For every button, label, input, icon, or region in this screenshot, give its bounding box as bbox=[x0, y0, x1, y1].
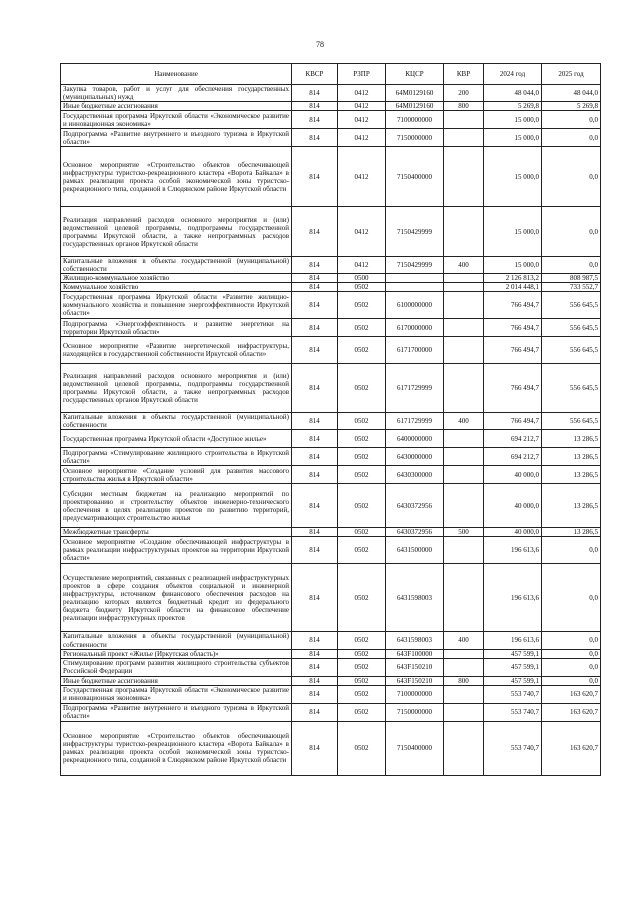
cell-2024: 40 000,0 bbox=[484, 466, 542, 484]
cell-2024: 48 044,0 bbox=[484, 85, 542, 102]
cell-2024: 40 000,0 bbox=[484, 528, 542, 537]
cell-rzpr: 0502 bbox=[338, 537, 386, 564]
cell-kcsr: 6100000000 bbox=[386, 292, 444, 319]
cell-kvsr: 814 bbox=[292, 337, 338, 364]
cell-2025: 163 620,7 bbox=[542, 685, 601, 703]
cell-rzpr: 0412 bbox=[338, 85, 386, 102]
cell-name: Субсидии местным бюджетам на реализацию мероприятий по проектированию и строительству объектов инженерно-технического обеспечения в целях реализации проектов по развитию территорий, предусматривающих строительство жилья bbox=[61, 484, 292, 528]
cell-rzpr: 0412 bbox=[338, 207, 386, 257]
cell-name: Основное мероприятие «Развитие энергетической инфраструктуры, находящейся в государственной собственности Иркутской области» bbox=[61, 337, 292, 364]
cell-kvr bbox=[444, 292, 484, 319]
cell-rzpr: 0502 bbox=[338, 283, 386, 292]
cell-name: Основное мероприятие «Создание обеспечивающей инфраструктуры в рамках реализации инфраструктурных проектов на территории Иркутской области» bbox=[61, 537, 292, 564]
cell-kvr bbox=[444, 703, 484, 721]
cell-kvsr: 814 bbox=[292, 528, 338, 537]
cell-2024: 196 613,6 bbox=[484, 564, 542, 632]
cell-name: Закупка товаров, работ и услуг для обеспечения государственных (муниципальных) нужд bbox=[61, 85, 292, 102]
cell-kvr bbox=[444, 658, 484, 676]
cell-kvr bbox=[444, 274, 484, 283]
cell-2025: 556 645,5 bbox=[542, 319, 601, 337]
cell-kcsr: 7150000000 bbox=[386, 129, 444, 147]
header-kcsr: КЦСР bbox=[386, 64, 444, 85]
cell-kvsr: 814 bbox=[292, 649, 338, 658]
cell-2025: 556 645,5 bbox=[542, 292, 601, 319]
cell-name: Капитальные вложения в объекты государственной (муниципальной) собственности bbox=[61, 257, 292, 274]
cell-kcsr: 64М0129160 bbox=[386, 102, 444, 111]
table-row bbox=[61, 685, 601, 703]
cell-kvr bbox=[444, 564, 484, 632]
cell-rzpr: 0502 bbox=[338, 528, 386, 537]
cell-2025: 0,0 bbox=[542, 632, 601, 649]
cell-kvr: 400 bbox=[444, 632, 484, 649]
cell-kvr bbox=[444, 337, 484, 364]
cell-kcsr: 7150429999 bbox=[386, 257, 444, 274]
cell-2025: 0,0 bbox=[542, 147, 601, 207]
cell-kvsr: 814 bbox=[292, 85, 338, 102]
cell-2025: 0,0 bbox=[542, 207, 601, 257]
cell-rzpr: 0502 bbox=[338, 676, 386, 685]
table-row bbox=[61, 658, 601, 676]
cell-2025: 556 645,5 bbox=[542, 413, 601, 430]
cell-name: Иные бюджетные ассигнования bbox=[61, 676, 292, 685]
cell-rzpr: 0502 bbox=[338, 685, 386, 703]
table-row bbox=[61, 147, 601, 207]
table-row bbox=[61, 337, 601, 364]
table-row bbox=[61, 448, 601, 466]
cell-2024: 2 126 813,2 bbox=[484, 274, 542, 283]
table-row bbox=[61, 85, 601, 102]
header-2025: 2025 год bbox=[542, 64, 601, 85]
table-row bbox=[61, 703, 601, 721]
cell-rzpr: 0502 bbox=[338, 721, 386, 775]
table-row bbox=[61, 676, 601, 685]
cell-name: Подпрограмма «Развитие внутреннего и въездного туризма в Иркутской области» bbox=[61, 129, 292, 147]
header-kvsr: КВСР bbox=[292, 64, 338, 85]
cell-name: Региональный проект «Жилье (Иркутская область)» bbox=[61, 649, 292, 658]
cell-kvr bbox=[444, 283, 484, 292]
table-row bbox=[61, 564, 601, 632]
cell-kvsr: 814 bbox=[292, 658, 338, 676]
cell-rzpr: 0412 bbox=[338, 111, 386, 129]
cell-2025: 0,0 bbox=[542, 537, 601, 564]
cell-kvsr: 814 bbox=[292, 564, 338, 632]
cell-kvr bbox=[444, 649, 484, 658]
cell-rzpr: 0502 bbox=[338, 658, 386, 676]
cell-kvr: 200 bbox=[444, 85, 484, 102]
table-row bbox=[61, 466, 601, 484]
cell-2025: 48 044,0 bbox=[542, 85, 601, 102]
table-row bbox=[61, 207, 601, 257]
cell-kcsr bbox=[386, 283, 444, 292]
cell-kvsr: 814 bbox=[292, 364, 338, 413]
cell-kvsr: 814 bbox=[292, 632, 338, 649]
cell-kvr bbox=[444, 685, 484, 703]
cell-kcsr: 6430300000 bbox=[386, 466, 444, 484]
cell-kcsr bbox=[386, 274, 444, 283]
header-name: Наименование bbox=[61, 64, 292, 85]
cell-kvsr: 814 bbox=[292, 283, 338, 292]
cell-kcsr: 64М0129160 bbox=[386, 85, 444, 102]
cell-2025: 733 552,7 bbox=[542, 283, 601, 292]
table-row bbox=[61, 257, 601, 274]
cell-kcsr: 6431598003 bbox=[386, 632, 444, 649]
table-row bbox=[61, 292, 601, 319]
cell-kvsr: 814 bbox=[292, 111, 338, 129]
cell-kvsr: 814 bbox=[292, 466, 338, 484]
cell-kcsr: 7150429999 bbox=[386, 207, 444, 257]
cell-name: Коммунальное хозяйство bbox=[61, 283, 292, 292]
cell-name: Осуществление мероприятий, связанных с реализацией инфраструктурных проектов в сфере создания объектов социальной и инженерной инфраструктуры, источником финансового обеспечения расходов на реализацию которых является бюджетный кредит из федерального бюджета бюджету Иркутской области на финансовое обеспечение реализации инфраструктурных проектов bbox=[61, 564, 292, 632]
cell-kvr: 400 bbox=[444, 413, 484, 430]
cell-name: Основное мероприятие «Строительство объектов обеспечивающей инфраструктуры туристско-рекреационного кластера «Ворота Байкала» в рамках реализации проекта особой экономической зоны туристско-рекреационного типа, созданной в Слюдянском районе Иркутской области bbox=[61, 721, 292, 775]
cell-rzpr: 0502 bbox=[338, 632, 386, 649]
cell-kvsr: 814 bbox=[292, 274, 338, 283]
cell-2024: 766 494,7 bbox=[484, 292, 542, 319]
cell-2025: 13 286,5 bbox=[542, 466, 601, 484]
cell-kvr: 500 bbox=[444, 528, 484, 537]
cell-kvr bbox=[444, 537, 484, 564]
header-rzpr: РЗПР bbox=[338, 64, 386, 85]
page-number: 78 bbox=[316, 40, 324, 49]
budget-table bbox=[60, 63, 601, 776]
cell-name: Основное мероприятие «Создание условий для развития массового строительства жилья в Иркутской области» bbox=[61, 466, 292, 484]
cell-2025: 0,0 bbox=[542, 676, 601, 685]
cell-kcsr: 6171729999 bbox=[386, 413, 444, 430]
cell-name: Подпрограмма «Стимулирование жилищного строительства в Иркутской области» bbox=[61, 448, 292, 466]
cell-name: Капитальные вложения в объекты государственной (муниципальной) собственности bbox=[61, 413, 292, 430]
cell-2025: 163 620,7 bbox=[542, 721, 601, 775]
cell-kvsr: 814 bbox=[292, 685, 338, 703]
cell-2025: 13 286,5 bbox=[542, 528, 601, 537]
cell-kvr bbox=[444, 319, 484, 337]
table-row bbox=[61, 430, 601, 448]
cell-kvr bbox=[444, 207, 484, 257]
cell-name: Жилищно-коммунальное хозяйство bbox=[61, 274, 292, 283]
cell-2024: 553 740,7 bbox=[484, 685, 542, 703]
table-row bbox=[61, 111, 601, 129]
cell-2024: 196 613,6 bbox=[484, 537, 542, 564]
cell-rzpr: 0412 bbox=[338, 129, 386, 147]
cell-2025: 0,0 bbox=[542, 129, 601, 147]
cell-kcsr: 6430372956 bbox=[386, 484, 444, 528]
cell-2024: 15 000,0 bbox=[484, 257, 542, 274]
cell-2024: 15 000,0 bbox=[484, 129, 542, 147]
cell-name: Иные бюджетные ассигнования bbox=[61, 102, 292, 111]
cell-kcsr: 6400000000 bbox=[386, 430, 444, 448]
cell-2024: 766 494,7 bbox=[484, 364, 542, 413]
cell-kvr bbox=[444, 484, 484, 528]
cell-kcsr: 643F100000 bbox=[386, 649, 444, 658]
table-row bbox=[61, 649, 601, 658]
cell-2024: 5 269,8 bbox=[484, 102, 542, 111]
cell-kcsr: 643F150210 bbox=[386, 658, 444, 676]
cell-kvr bbox=[444, 129, 484, 147]
table-row bbox=[61, 484, 601, 528]
table-row bbox=[61, 319, 601, 337]
cell-kcsr: 7150400000 bbox=[386, 147, 444, 207]
cell-kvsr: 814 bbox=[292, 676, 338, 685]
table-row bbox=[61, 129, 601, 147]
cell-2025: 13 286,5 bbox=[542, 484, 601, 528]
cell-kcsr: 643F150210 bbox=[386, 676, 444, 685]
cell-name: Государственная программа Иркутской области «Экономическое развитие и инновационная экономика» bbox=[61, 685, 292, 703]
cell-kcsr: 6430372956 bbox=[386, 528, 444, 537]
cell-kcsr: 6171700000 bbox=[386, 337, 444, 364]
table-row bbox=[61, 364, 601, 413]
cell-kvr bbox=[444, 111, 484, 129]
cell-rzpr: 0502 bbox=[338, 484, 386, 528]
cell-kcsr: 7150400000 bbox=[386, 721, 444, 775]
header-kvr: КВР bbox=[444, 64, 484, 85]
cell-rzpr: 0502 bbox=[338, 703, 386, 721]
cell-kvr bbox=[444, 430, 484, 448]
cell-2024: 2 014 448,1 bbox=[484, 283, 542, 292]
cell-kvsr: 814 bbox=[292, 721, 338, 775]
cell-kvsr: 814 bbox=[292, 129, 338, 147]
cell-kvr: 400 bbox=[444, 257, 484, 274]
cell-name: Государственная программа Иркутской области «Экономическое развитие и инновационная экономика» bbox=[61, 111, 292, 129]
cell-rzpr: 0502 bbox=[338, 292, 386, 319]
cell-2025: 13 286,5 bbox=[542, 448, 601, 466]
cell-kcsr: 7100000000 bbox=[386, 111, 444, 129]
cell-2025: 163 620,7 bbox=[542, 703, 601, 721]
cell-rzpr: 0502 bbox=[338, 649, 386, 658]
cell-rzpr: 0502 bbox=[338, 466, 386, 484]
cell-rzpr: 0502 bbox=[338, 448, 386, 466]
cell-2025: 0,0 bbox=[542, 649, 601, 658]
cell-2025: 0,0 bbox=[542, 564, 601, 632]
cell-name: Подпрограмма «Развитие внутреннего и въездного туризма в Иркутской области» bbox=[61, 703, 292, 721]
cell-kvsr: 814 bbox=[292, 537, 338, 564]
cell-kcsr: 6170000000 bbox=[386, 319, 444, 337]
cell-rzpr: 0412 bbox=[338, 147, 386, 207]
table-row bbox=[61, 102, 601, 111]
cell-kvr bbox=[444, 448, 484, 466]
cell-rzpr: 0502 bbox=[338, 564, 386, 632]
cell-2025: 556 645,5 bbox=[542, 337, 601, 364]
cell-name: Реализация направлений расходов основного мероприятия и (или) ведомственной целевой программы, подпрограммы государственной программы Иркутской области, а также непрограммных расходов государственных органов Иркутской области bbox=[61, 207, 292, 257]
cell-kcsr: 6431500000 bbox=[386, 537, 444, 564]
cell-2025: 0,0 bbox=[542, 658, 601, 676]
cell-2024: 553 740,7 bbox=[484, 703, 542, 721]
cell-2024: 15 000,0 bbox=[484, 147, 542, 207]
cell-kvsr: 814 bbox=[292, 147, 338, 207]
cell-2024: 694 212,7 bbox=[484, 430, 542, 448]
cell-rzpr: 0412 bbox=[338, 257, 386, 274]
cell-rzpr: 0502 bbox=[338, 430, 386, 448]
cell-2024: 15 000,0 bbox=[484, 207, 542, 257]
cell-rzpr: 0502 bbox=[338, 413, 386, 430]
cell-name: Реализация направлений расходов основного мероприятия и (или) ведомственной целевой программы, подпрограммы государственной программы Иркутской области, а также непрограммных расходов государственных органов Иркутской области bbox=[61, 364, 292, 413]
cell-kvr bbox=[444, 466, 484, 484]
cell-name: Стимулирование программ развития жилищного строительства субъектов Российской Федерации bbox=[61, 658, 292, 676]
cell-kvsr: 814 bbox=[292, 484, 338, 528]
cell-2025: 13 286,5 bbox=[542, 430, 601, 448]
cell-2024: 694 212,7 bbox=[484, 448, 542, 466]
cell-2024: 196 613,6 bbox=[484, 632, 542, 649]
cell-2025: 0,0 bbox=[542, 257, 601, 274]
cell-kvsr: 814 bbox=[292, 319, 338, 337]
cell-kvr bbox=[444, 364, 484, 413]
cell-2024: 40 000,0 bbox=[484, 484, 542, 528]
cell-rzpr: 0412 bbox=[338, 102, 386, 111]
table-row bbox=[61, 413, 601, 430]
cell-kvsr: 814 bbox=[292, 448, 338, 466]
cell-kcsr: 6430000000 bbox=[386, 448, 444, 466]
cell-2025: 5 269,8 bbox=[542, 102, 601, 111]
cell-2024: 457 599,1 bbox=[484, 658, 542, 676]
cell-name: Основное мероприятие «Строительство объектов обеспечивающей инфраструктуры туристско-рекреационного кластера «Ворота Байкала» в рамках реализации проекта особой экономической зоны туристско-рекреационного типа, созданной в Слюдянском районе Иркутской области bbox=[61, 147, 292, 207]
cell-name: Межбюджетные трансферты bbox=[61, 528, 292, 537]
table-row bbox=[61, 528, 601, 537]
table-row bbox=[61, 632, 601, 649]
table-row bbox=[61, 274, 601, 283]
cell-rzpr: 0502 bbox=[338, 319, 386, 337]
cell-name: Подпрограмма «Энергоэффективность и развитие энергетики на территории Иркутской области» bbox=[61, 319, 292, 337]
cell-kvsr: 814 bbox=[292, 292, 338, 319]
cell-2024: 766 494,7 bbox=[484, 337, 542, 364]
cell-name: Государственная программа Иркутской области «Развитие жилищно-коммунального хозяйства и повышение энергоэффективности Иркутской области» bbox=[61, 292, 292, 319]
cell-kvr: 800 bbox=[444, 676, 484, 685]
cell-kvr: 800 bbox=[444, 102, 484, 111]
cell-rzpr: 0502 bbox=[338, 364, 386, 413]
header-2024: 2024 год bbox=[484, 64, 542, 85]
table-row bbox=[61, 537, 601, 564]
cell-kvsr: 814 bbox=[292, 430, 338, 448]
cell-2024: 553 740,7 bbox=[484, 721, 542, 775]
cell-name: Капитальные вложения в объекты государственной (муниципальной) собственности bbox=[61, 632, 292, 649]
table-header-row bbox=[61, 64, 601, 85]
cell-2024: 457 599,1 bbox=[484, 676, 542, 685]
cell-2025: 0,0 bbox=[542, 111, 601, 129]
cell-kvsr: 814 bbox=[292, 703, 338, 721]
cell-kcsr: 7150000000 bbox=[386, 703, 444, 721]
cell-rzpr: 0502 bbox=[338, 337, 386, 364]
table-row bbox=[61, 721, 601, 775]
cell-2024: 766 494,7 bbox=[484, 413, 542, 430]
cell-kcsr: 7100000000 bbox=[386, 685, 444, 703]
table-row bbox=[61, 283, 601, 292]
cell-kcsr: 6171729999 bbox=[386, 364, 444, 413]
cell-kvsr: 814 bbox=[292, 257, 338, 274]
cell-kvsr: 814 bbox=[292, 207, 338, 257]
cell-kvr bbox=[444, 721, 484, 775]
cell-2025: 808 987,5 bbox=[542, 274, 601, 283]
cell-2024: 457 599,1 bbox=[484, 649, 542, 658]
cell-kvr bbox=[444, 147, 484, 207]
cell-name: Государственная программа Иркутской области «Доступное жилье» bbox=[61, 430, 292, 448]
cell-rzpr: 0500 bbox=[338, 274, 386, 283]
cell-2025: 556 645,5 bbox=[542, 364, 601, 413]
cell-kvsr: 814 bbox=[292, 102, 338, 111]
cell-kvsr: 814 bbox=[292, 413, 338, 430]
cell-2024: 15 000,0 bbox=[484, 111, 542, 129]
cell-kcsr: 6431598003 bbox=[386, 564, 444, 632]
cell-2024: 766 494,7 bbox=[484, 319, 542, 337]
